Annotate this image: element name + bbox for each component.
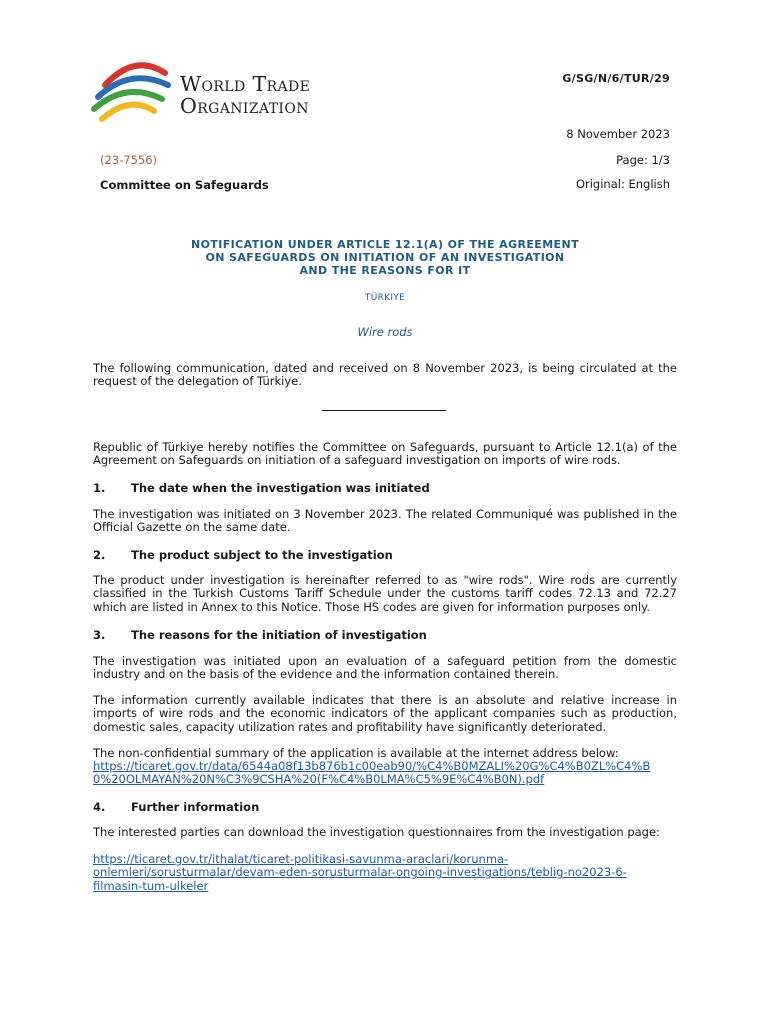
document-title (93, 238, 677, 277)
page-info: Page: 1/3 (616, 153, 670, 167)
intro-paragraph: The following communication, dated and received on 8 November 2023, is being circulated at the request of the delegation of Türkiye. (93, 361, 677, 389)
section-2-paragraph: The product under investigation is hereinafter referred to as "wire rods". Wire rods are currently classified in the Turkish Customs Tariff Schedule under the customs tariff codes 72.13 and 72.27 which are listed in Annex to this Notice. Those HS codes are given for information purposes only. (93, 573, 677, 614)
section-4-heading: Further information (131, 800, 260, 814)
section-3-number: 3. (93, 628, 106, 642)
summary-link-line-1[interactable]: https://ticaret.gov.tr/data/6544a08f13b876b1c00eab90/%C4%B0MZALI%20G%C4%B0ZL%C4%B (93, 759, 651, 773)
org-name-line2: Organization (180, 94, 309, 118)
document-date: 8 November 2023 (566, 127, 670, 141)
summary-link[interactable] (93, 760, 677, 787)
section-1-paragraph: The investigation was initiated on 3 November 2023. The related Communiqué was published in the Official Gazette on the same date. (93, 507, 677, 535)
questionnaire-link-line-3[interactable]: filmasin-tum-ulkeler (93, 878, 209, 893)
title-line-3: AND THE REASONS FOR IT (299, 264, 471, 277)
original-language: Original: English (575, 177, 670, 191)
section-2-heading: The product subject to the investigation (131, 548, 393, 562)
section-4-number: 4. (93, 800, 106, 814)
org-name-line1: World Trade (180, 72, 311, 96)
section-3-heading: The reasons for the initiation of investigation (131, 628, 427, 642)
questionnaire-link-line-2[interactable]: onlemleri/sorusturmalar/devam-eden-sorusturmalar-ongoing-investigations/teblig-no2023-6- (93, 865, 627, 880)
section-3-paragraph-2: The information currently available indicates that there is an absolute and relative increase in imports of wire rods and the economic indicators of the applicant companies such as production, domestic sales, capacity utilization rates and profitability have significantly deteriorated. (93, 693, 677, 734)
wto-logo-icon (90, 55, 180, 130)
job-number: (23-7556) (100, 153, 158, 167)
wto-logo (90, 55, 350, 130)
product-name: Wire rods (357, 325, 413, 339)
country-name: TÜRKIYE (364, 293, 406, 303)
document-symbol: G/SG/N/6/TUR/29 (562, 72, 670, 85)
section-3-paragraph-1: The investigation was initiated upon an evaluation of a safeguard petition from the domestic industry and on the basis of the evidence and the information contained therein. (93, 654, 677, 682)
title-line-2: ON SAFEGUARDS ON INITIATION OF AN INVESTIGATION (205, 251, 565, 264)
section-4-paragraph: The interested parties can download the investigation questionnaires from the investigation page: (93, 825, 660, 839)
section-2-number: 2. (93, 548, 106, 562)
notice-paragraph: Republic of Türkiye hereby notifies the Committee on Safeguards, pursuant to Article 12.1(a) of the Agreement on Safeguards on initiation of a safeguard investigation on imports of wire rods. (93, 440, 677, 468)
questionnaire-link-line-1[interactable]: https://ticaret.gov.tr/ithalat/ticaret-politikasi-savunma-araclari/korunma- (93, 852, 509, 866)
separator-rule (322, 410, 446, 411)
section-1-number: 1. (93, 481, 106, 495)
committee-name: Committee on Safeguards (100, 178, 269, 192)
title-line-1: NOTIFICATION UNDER ARTICLE 12.1(A) OF THE AGREEMENT (191, 238, 579, 251)
section-3-paragraph-3: The non-confidential summary of the application is available at the internet address below: (93, 746, 619, 760)
section-1-heading: The date when the investigation was initiated (131, 481, 430, 495)
questionnaire-link[interactable] (93, 853, 677, 893)
summary-link-line-2[interactable]: 0%20OLMAYAN%20N%C3%9CSHA%20(F%C4%B0LMA%C5%9E%C4%B0N).pdf (93, 772, 545, 787)
